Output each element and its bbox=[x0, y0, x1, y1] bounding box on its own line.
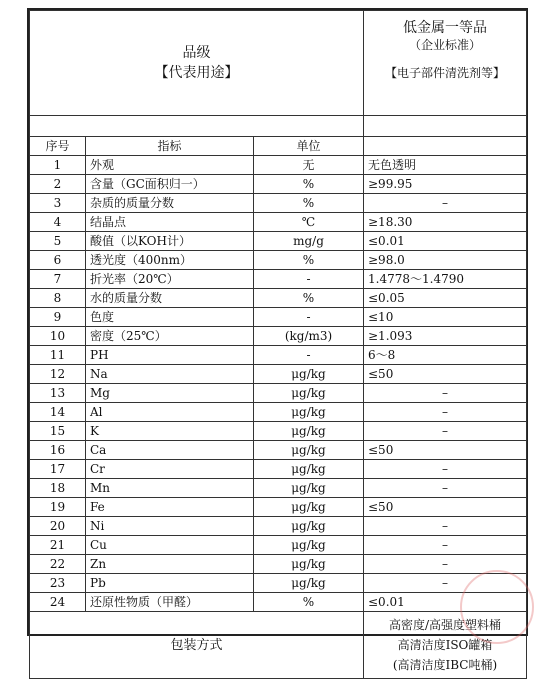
indicator-value: – bbox=[364, 460, 527, 479]
indicator-unit: μg/kg bbox=[254, 460, 364, 479]
indicator-unit: μg/kg bbox=[254, 574, 364, 593]
table-row bbox=[30, 327, 527, 346]
indicator-name: 透光度（400nm） bbox=[86, 251, 254, 270]
column-header-value bbox=[364, 137, 527, 156]
indicator-unit: μg/kg bbox=[254, 441, 364, 460]
product-name: 低金属一等品 bbox=[403, 20, 487, 36]
table-row bbox=[30, 175, 527, 194]
row-number: 22 bbox=[30, 555, 86, 574]
row-number: 14 bbox=[30, 403, 86, 422]
indicator-value: ≤50 bbox=[364, 498, 527, 517]
indicator-value: – bbox=[364, 479, 527, 498]
indicator-name: Cr bbox=[86, 460, 254, 479]
row-number: 16 bbox=[30, 441, 86, 460]
indicator-value: 1.4778～1.4790 bbox=[364, 270, 527, 289]
table-row bbox=[30, 517, 527, 536]
indicator-value: 6～8 bbox=[364, 346, 527, 365]
indicator-value: ≤50 bbox=[364, 365, 527, 384]
indicator-name: 结晶点 bbox=[86, 213, 254, 232]
indicator-name: 折光率（20℃） bbox=[86, 270, 254, 289]
row-number: 10 bbox=[30, 327, 86, 346]
table-row bbox=[30, 308, 527, 327]
indicator-unit: μg/kg bbox=[254, 403, 364, 422]
indicator-name: 酸值（以KOH计） bbox=[86, 232, 254, 251]
indicator-value: ≤10 bbox=[364, 308, 527, 327]
column-header-unit: 单位 bbox=[254, 137, 364, 156]
row-number: 21 bbox=[30, 536, 86, 555]
header-row bbox=[30, 11, 527, 116]
indicator-name: PH bbox=[86, 346, 254, 365]
indicator-value: – bbox=[364, 574, 527, 593]
indicator-unit: μg/kg bbox=[254, 384, 364, 403]
indicator-unit: μg/kg bbox=[254, 498, 364, 517]
table-row bbox=[30, 270, 527, 289]
indicator-unit: - bbox=[254, 270, 364, 289]
row-number: 17 bbox=[30, 460, 86, 479]
indicator-value: – bbox=[364, 194, 527, 213]
indicator-unit: mg/g bbox=[254, 232, 364, 251]
spec-sheet bbox=[27, 8, 528, 672]
indicator-value: ≥18.30 bbox=[364, 213, 527, 232]
table-row bbox=[30, 422, 527, 441]
row-number: 9 bbox=[30, 308, 86, 327]
indicator-value: ≤0.05 bbox=[364, 289, 527, 308]
table-row bbox=[30, 232, 527, 251]
indicator-value: ≥1.093 bbox=[364, 327, 527, 346]
indicator-name: K bbox=[86, 422, 254, 441]
use-label: 【代表用途】 bbox=[154, 65, 239, 81]
table-row bbox=[30, 498, 527, 517]
indicator-name: Fe bbox=[86, 498, 254, 517]
row-number: 24 bbox=[30, 593, 86, 612]
indicator-value: ≥98.0 bbox=[364, 251, 527, 270]
indicator-value: – bbox=[364, 422, 527, 441]
indicator-unit: μg/kg bbox=[254, 536, 364, 555]
grade-header-cell bbox=[30, 11, 364, 116]
indicator-unit: (kg/m3) bbox=[254, 327, 364, 346]
table-row bbox=[30, 156, 527, 175]
table-row bbox=[30, 460, 527, 479]
spec-rows bbox=[30, 156, 527, 612]
table-row bbox=[30, 251, 527, 270]
packaging-row bbox=[30, 612, 527, 679]
row-number: 15 bbox=[30, 422, 86, 441]
row-number: 12 bbox=[30, 365, 86, 384]
indicator-unit: % bbox=[254, 593, 364, 612]
row-number: 4 bbox=[30, 213, 86, 232]
indicator-value: ≤50 bbox=[364, 441, 527, 460]
spacer-cell bbox=[364, 116, 527, 137]
indicator-name: Na bbox=[86, 365, 254, 384]
spacer-row bbox=[30, 116, 527, 137]
indicator-unit: % bbox=[254, 175, 364, 194]
row-number: 1 bbox=[30, 156, 86, 175]
indicator-value: 无色透明 bbox=[364, 156, 527, 175]
row-number: 23 bbox=[30, 574, 86, 593]
table-row bbox=[30, 574, 527, 593]
table-row bbox=[30, 555, 527, 574]
row-number: 19 bbox=[30, 498, 86, 517]
indicator-value: – bbox=[364, 536, 527, 555]
seal-stamp bbox=[460, 570, 534, 644]
indicator-name: Pb bbox=[86, 574, 254, 593]
row-number: 6 bbox=[30, 251, 86, 270]
indicator-name: Ca bbox=[86, 441, 254, 460]
indicator-name: 水的质量分数 bbox=[86, 289, 254, 308]
indicator-unit: μg/kg bbox=[254, 422, 364, 441]
packaging-label: 包装方式 bbox=[30, 612, 364, 679]
indicator-value: – bbox=[364, 403, 527, 422]
row-number: 13 bbox=[30, 384, 86, 403]
product-use: 【电子部件清洗剂等】 bbox=[384, 66, 505, 80]
indicator-name: Zn bbox=[86, 555, 254, 574]
column-header-no: 序号 bbox=[30, 137, 86, 156]
indicator-value: – bbox=[364, 517, 527, 536]
indicator-unit: - bbox=[254, 308, 364, 327]
indicator-value: – bbox=[364, 384, 527, 403]
table-row bbox=[30, 213, 527, 232]
indicator-name: 杂质的质量分数 bbox=[86, 194, 254, 213]
indicator-name: Ni bbox=[86, 517, 254, 536]
row-number: 7 bbox=[30, 270, 86, 289]
table-row bbox=[30, 194, 527, 213]
indicator-name: 还原性物质（甲醛） bbox=[86, 593, 254, 612]
indicator-value: – bbox=[364, 555, 527, 574]
column-header-indicator: 指标 bbox=[86, 137, 254, 156]
row-number: 8 bbox=[30, 289, 86, 308]
table-row bbox=[30, 479, 527, 498]
product-header-cell bbox=[364, 11, 527, 116]
packaging-option: 高清洁度ISO罐箱 bbox=[397, 638, 493, 652]
indicator-unit: μg/kg bbox=[254, 517, 364, 536]
row-number: 11 bbox=[30, 346, 86, 365]
table-row bbox=[30, 384, 527, 403]
indicator-name: 含量（GC面积归一） bbox=[86, 175, 254, 194]
spacer-cell bbox=[30, 116, 364, 137]
indicator-name: Cu bbox=[86, 536, 254, 555]
indicator-value: ≤0.01 bbox=[364, 593, 527, 612]
table-row bbox=[30, 403, 527, 422]
indicator-unit: - bbox=[254, 346, 364, 365]
row-number: 18 bbox=[30, 479, 86, 498]
indicator-name: 色度 bbox=[86, 308, 254, 327]
indicator-unit: μg/kg bbox=[254, 365, 364, 384]
row-number: 20 bbox=[30, 517, 86, 536]
indicator-name: 外观 bbox=[86, 156, 254, 175]
indicator-value: ≤0.01 bbox=[364, 232, 527, 251]
table-row bbox=[30, 365, 527, 384]
table-row bbox=[30, 289, 527, 308]
table-row bbox=[30, 593, 527, 612]
spec-table bbox=[29, 10, 527, 679]
indicator-name: 密度（25℃） bbox=[86, 327, 254, 346]
indicator-unit: μg/kg bbox=[254, 479, 364, 498]
table-row bbox=[30, 346, 527, 365]
packaging-option: (高清洁度IBC吨桶) bbox=[392, 658, 498, 672]
indicator-unit: % bbox=[254, 289, 364, 308]
indicator-value: ≥99.95 bbox=[364, 175, 527, 194]
product-standard: （企业标准） bbox=[408, 38, 481, 52]
packaging-option: 高密度/高强度塑料桶 bbox=[388, 618, 502, 632]
row-number: 3 bbox=[30, 194, 86, 213]
indicator-name: Mn bbox=[86, 479, 254, 498]
indicator-unit: μg/kg bbox=[254, 555, 364, 574]
indicator-unit: % bbox=[254, 251, 364, 270]
table-row bbox=[30, 441, 527, 460]
table-row bbox=[30, 536, 527, 555]
indicator-unit: 无 bbox=[254, 156, 364, 175]
grade-label: 品级 bbox=[182, 45, 211, 61]
column-header-row bbox=[30, 137, 527, 156]
row-number: 5 bbox=[30, 232, 86, 251]
indicator-unit: ℃ bbox=[254, 213, 364, 232]
indicator-unit: % bbox=[254, 194, 364, 213]
indicator-name: Mg bbox=[86, 384, 254, 403]
row-number: 2 bbox=[30, 175, 86, 194]
indicator-name: Al bbox=[86, 403, 254, 422]
